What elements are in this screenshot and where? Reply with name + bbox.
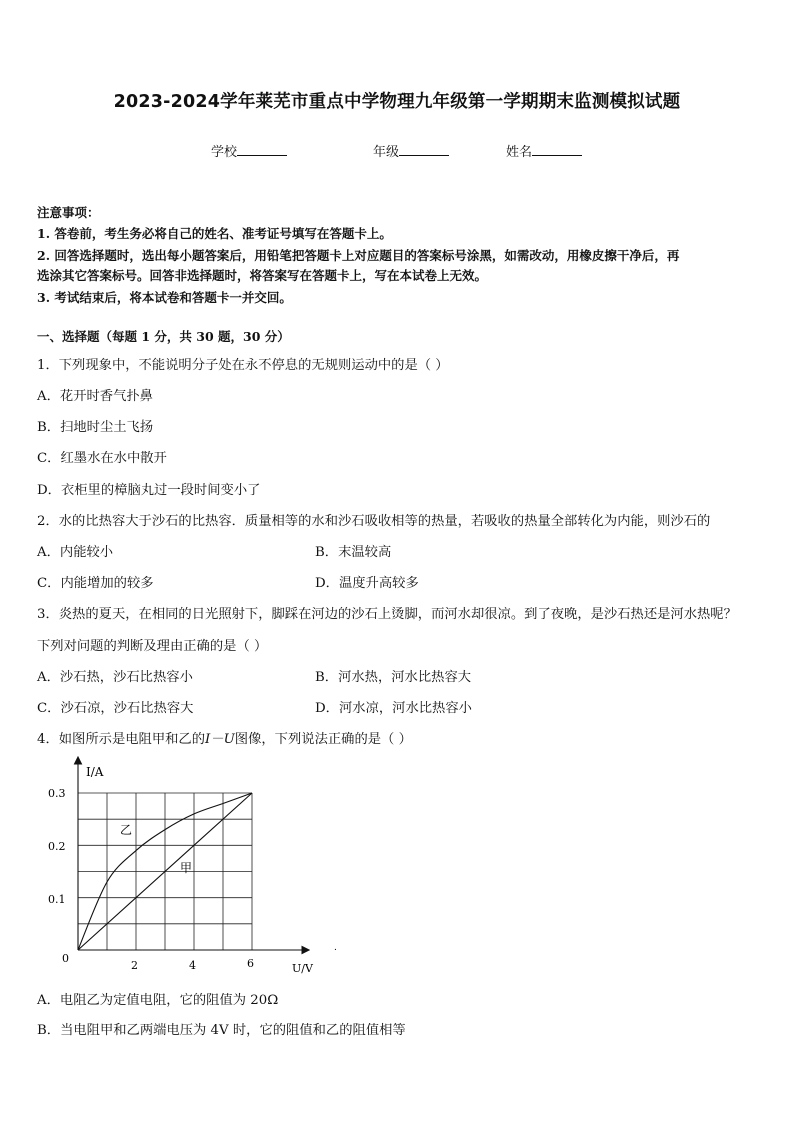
iu-graph (40, 752, 350, 982)
question-1-stem: 1．下列现象中，不能说明分子处在永不停息的无规则运动中的是（ ） (37, 358, 449, 373)
q1-option-d[interactable]: D．衣柜里的樟脑丸过一段时间变小了 (37, 483, 261, 498)
q3-option-b[interactable]: B．河水热，河水比热容大 (315, 670, 472, 685)
grade-label: 年级 (373, 145, 400, 160)
page-title: 2023-2024学年莱芜市重点中学物理九年级第一学期期末监测模拟试题 (113, 92, 681, 112)
q1-option-b[interactable]: B．扫地时尘土飞扬 (37, 420, 154, 435)
q3-option-a[interactable]: A．沙石热，沙石比热容小 (37, 670, 193, 685)
question-2-stem: 2．水的比热容大于沙石的比热容．质量相等的水和沙石吸收相等的热量，若吸收的热量全部转化为内能，则沙石的 (37, 514, 711, 529)
x-tick-label: 4 (189, 959, 196, 972)
q3-option-c[interactable]: C．沙石凉，沙石比热容大 (37, 701, 194, 716)
q4-stem-prefix: 4．如图所示是电阻甲和乙的 (37, 732, 206, 747)
series-label-jia: 甲 (180, 861, 193, 875)
school-label: 学校 (211, 145, 238, 160)
y-axis-label: I/A (86, 765, 104, 779)
q1-option-c[interactable]: C．红墨水在水中散开 (37, 451, 167, 466)
q4-option-b[interactable]: B．当电阻甲和乙两端电压为 4V 时，它的阻值和乙的阻值相等 (37, 1023, 406, 1038)
school-blank[interactable] (237, 142, 287, 156)
q4-option-a[interactable]: A．电阻乙为定值电阻，它的阻值为 20Ω (37, 993, 279, 1008)
notes-heading: 注意事项： (37, 205, 100, 220)
series-label-yi: 乙 (120, 823, 133, 837)
note-item: 2. 回答选择题时，选出每小题答案后，用铅笔把答题卡上对应题目的答案标号涂黑，如需改动，用橡皮擦干净后，再 (37, 248, 680, 263)
note-item: 3. 考试结束后，将本试卷和答题卡一并交回。 (37, 290, 292, 305)
y-tick-label: 0.1 (48, 893, 66, 906)
x-tick-label: 2 (131, 959, 138, 972)
name-label: 姓名 (506, 145, 533, 160)
q3-option-d[interactable]: D．河水凉，河水比热容小 (315, 701, 472, 716)
trailing-dot: . (334, 943, 337, 953)
y-tick-label: 0.3 (48, 787, 66, 800)
grade-blank[interactable] (399, 142, 449, 156)
q2-option-a[interactable]: A．内能较小 (37, 545, 114, 560)
y-tick-label: 0.2 (48, 840, 66, 853)
name-field[interactable] (506, 141, 582, 160)
q2-option-b[interactable]: B．末温较高 (315, 545, 392, 560)
q4-stem-suffix: 图像，下列说法正确的是（ ） (234, 732, 412, 747)
q1-option-a[interactable]: A．花开时香气扑鼻 (37, 389, 153, 404)
q2-option-c[interactable]: C．内能增加的较多 (37, 576, 154, 591)
section-heading: 一、选择题（每题 1 分，共 30 题，30 分） (37, 329, 290, 344)
note-item: 1. 答卷前，考生务必将自己的姓名、准考证号填写在答题卡上。 (37, 226, 392, 241)
name-blank[interactable] (532, 142, 582, 156)
x-tick-label: 6 (247, 957, 254, 970)
q4-formula: I－U (205, 732, 235, 747)
question-4-stem (37, 728, 412, 747)
question-3-stem: 3．炎热的夏天，在相同的日光照射下，脚踩在河边的沙石上烫脚，而河水却很凉。到了夜晚，是沙石热还是河水热呢？ (37, 607, 737, 622)
school-field[interactable] (211, 141, 287, 160)
x-axis-label: U/V (292, 962, 313, 975)
grade-field[interactable] (373, 141, 449, 160)
q2-option-d[interactable]: D．温度升高较多 (315, 576, 419, 591)
question-3-stem-cont: 下列对问题的判断及理由正确的是（ ） (37, 639, 268, 654)
note-item: 选涂其它答案标号。回答非选择题时，将答案写在答题卡上，写在本试卷上无效。 (37, 268, 488, 283)
origin-label: 0 (62, 952, 69, 965)
